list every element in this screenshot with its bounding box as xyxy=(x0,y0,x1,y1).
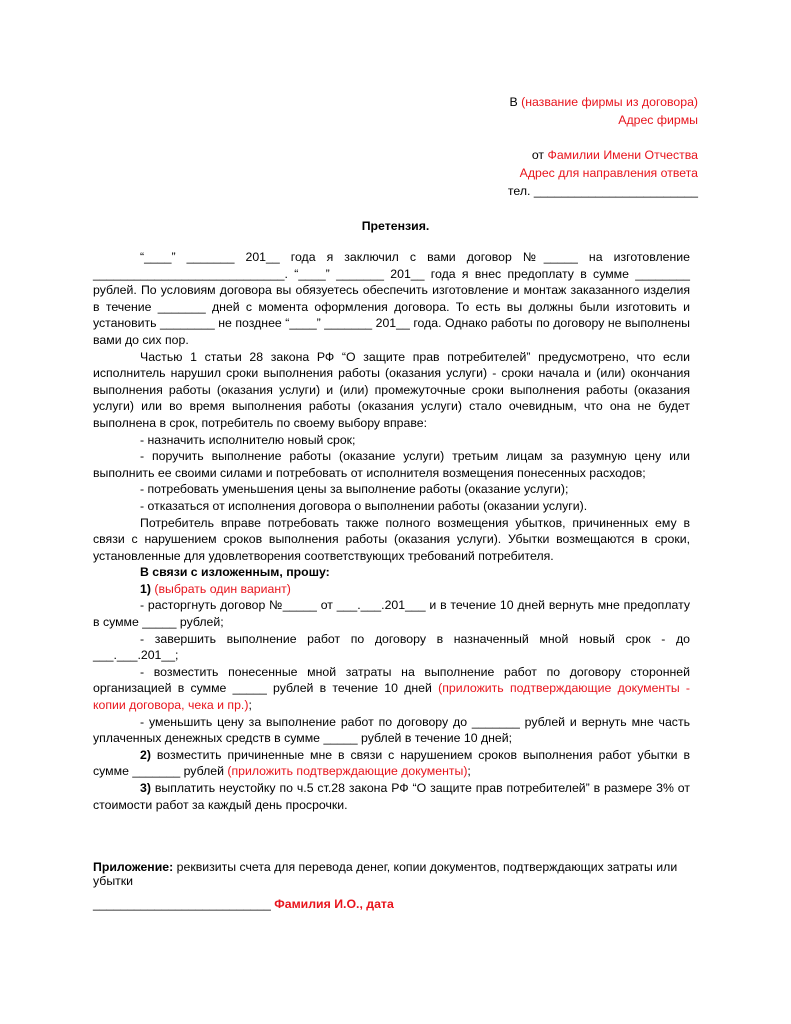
item3-number: 3) xyxy=(140,781,155,795)
recipient-prefix: В xyxy=(509,95,522,109)
recipient-firm: (название фирмы из договора) xyxy=(521,95,698,109)
option-item: - уменьшить цену за выполнение работ по договору до _______ рублей и вернуть мне часть уплаченных денежных средств в сумме _____ рублей в течение 10 дней; xyxy=(93,714,690,746)
intro-paragraph: “____” _______ 201__ года я заключил с вами договор №_____ на изготовление ____________________________. “____” _______ 201__ года я внес предоплату в сумме ________ рублей. По условиям договора вы обязуетесь обеспечить изготовление и монтаж заказанного изделия в течение _______ дней с момента оформления договора. То есть вы должны были изготовить и установить ________ не позднее “____” _______ 201__ года. Однако работы по договору не выполнены вами до сих пор. xyxy=(93,250,690,347)
item3-text: выплатить неустойку по ч.5 ст.28 закона РФ “О защите прав потребителей” в размере 3% от стоимости работ за каждый день просрочки. xyxy=(93,781,691,812)
request-heading: В связи с изложенным, прошу: xyxy=(140,565,330,580)
signature-name-date: Фамилия И.О., дата xyxy=(274,897,394,911)
option-item: - расторгнуть договор №_____ от ___.___.201___ и в течение 10 дней вернуть мне предоплату в сумме _____ рублей; xyxy=(93,598,690,630)
recipient-line xyxy=(509,93,698,111)
document-title: Претензия. xyxy=(361,219,430,233)
sender-line xyxy=(532,146,698,164)
attachment-label: Приложение: xyxy=(93,860,174,874)
reply-address: Адрес для направления ответа xyxy=(519,166,698,180)
item2-note: (приложить подтверждающие документы) xyxy=(227,764,468,779)
phone-line: тел. ________________________ xyxy=(507,184,698,198)
law-paragraph: Частью 1 статьи 28 закона РФ “О защите прав потребителей” предусмотрено, что если исполнитель нарушил сроки выполнения работы (оказания услуги) - сроки начала и (или) окончания выполнения работы (оказания услуги) и (или) промежуточные сроки выполнения работы (оказания услуги) или во время выполнения работы (оказания услуги) стало очевидным, что она не будет выполнена в срок, потребитель по своему выбору вправе: xyxy=(93,349,690,430)
item2-text: возместить причиненные мне в связи с нарушением сроков выполнения работ убытки в сумме _______ рублей xyxy=(93,747,690,779)
attachment-text: реквизиты счета для перевода денег, копии документов, подтверждающих затраты или убытки xyxy=(93,860,678,888)
signature-blank: __________________________ xyxy=(93,897,271,911)
attachment-line xyxy=(93,860,713,888)
item1-number: 1) xyxy=(140,581,155,596)
right-item: - поручить выполнение работы (оказание услуги) третьим лицам за разумную цену или выполнить ее своими силами и потребовать от исполнителя возмещения понесенных расходов; xyxy=(93,449,690,480)
right-item: - отказаться от исполнения договора о выполнении работы (оказании услуги). xyxy=(140,498,588,513)
right-item: - потребовать уменьшения цены за выполнение работы (оказание услуги); xyxy=(140,482,569,497)
item2-end: ; xyxy=(467,764,471,779)
item2-number: 2) xyxy=(140,747,157,762)
sender-prefix: от xyxy=(531,148,548,162)
option3-text: - возместить понесенные мной затраты на выполнение работ по договору сторонней организацией в сумме _____ рублей в течение 10 дней xyxy=(93,664,690,696)
item1-heading xyxy=(93,581,690,598)
signature-line xyxy=(93,897,394,911)
item2 xyxy=(93,747,690,780)
option3-note: (приложить подтверждающие документы - копии договора, чека и пр.) xyxy=(93,681,690,713)
item1-note: (выбрать один вариант) xyxy=(154,581,291,596)
right-item: - назначить исполнителю новый срок; xyxy=(140,432,356,447)
damages-paragraph: Потребитель вправе потребовать также полного возмещения убытков, причиненных ему в связи с нарушением сроков выполнения работы (оказания услуги). Убытки возмещаются в сроки, установленные для удовлетворения соответствующих требований потребителя. xyxy=(93,515,690,563)
option-item xyxy=(93,664,690,714)
firm-address: Адрес фирмы xyxy=(618,113,698,127)
sender-name: Фамилии Имени Отчества xyxy=(547,148,698,162)
item3 xyxy=(93,780,690,813)
option-item: - завершить выполнение работ по договору в назначенный мной новый срок - до ___.___.201__; xyxy=(93,631,690,663)
option3-end: ; xyxy=(248,698,252,713)
document-body xyxy=(93,249,690,813)
